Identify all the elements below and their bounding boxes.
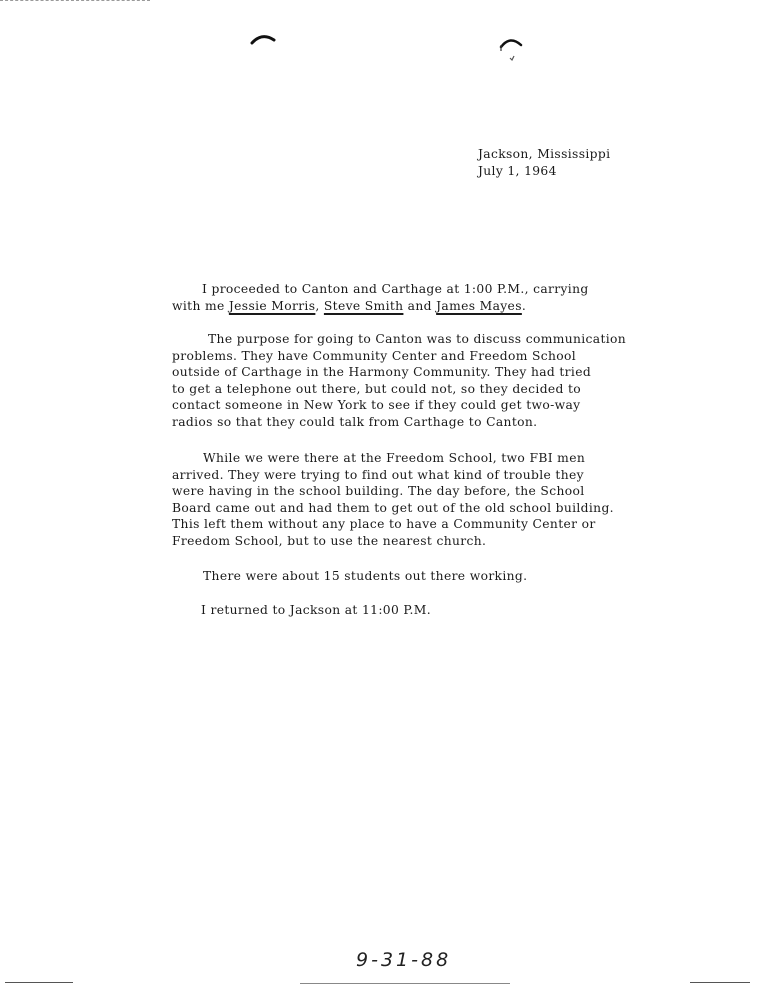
paragraph-2-line-2: problems. They have Community Center and Freedom School xyxy=(172,348,577,363)
name-steve-smith: Steve Smith xyxy=(323,298,404,313)
name-separator: and xyxy=(403,298,437,313)
paragraph-2-line-3: outside of Carthage in the Harmony Community. They had tried xyxy=(172,365,592,380)
paragraph-1 xyxy=(172,281,692,314)
name-james-mayes: James Mayes xyxy=(436,298,522,313)
paragraph-2-line-4: to get a telephone out there, but could not, so they decided to xyxy=(172,381,582,396)
paragraph-5-line-1: I returned to Jackson at 11:00 P.M. xyxy=(201,603,432,617)
paragraph-3-line-3: were having in the school building. The day before, the School xyxy=(172,484,585,499)
paragraph-2 xyxy=(172,331,692,431)
paragraph-3-line-2: arrived. They were trying to find out what kind of trouble they xyxy=(172,467,584,482)
paragraph-3 xyxy=(172,450,692,550)
paragraph-2-line-6: radios so that they could talk from Carthage to Canton. xyxy=(172,414,538,429)
bottom-edge-line-right xyxy=(690,982,750,983)
paragraph-1-line-2 xyxy=(172,298,692,315)
dateline xyxy=(478,146,610,180)
dateline-place: Jackson, Mississippi xyxy=(478,147,611,161)
dateline-date: July 1, 1964 xyxy=(478,164,557,178)
paragraph-3-line-6: Freedom School, but to use the nearest church. xyxy=(172,533,487,548)
paragraph-3-line-1: While we were there at the Freedom School, two FBI men xyxy=(203,451,586,465)
paragraph-3-line-4: Board came out and had them to get out of the old school building. xyxy=(172,500,614,515)
paragraph-1-line-1: I proceeded to Canton and Carthage at 1:00 P.M., carrying xyxy=(202,282,589,296)
bottom-edge-line-left xyxy=(5,982,73,983)
name-separator: , xyxy=(315,298,324,313)
binder-mark-right xyxy=(498,33,524,63)
handwritten-number: 9-31-88 xyxy=(356,949,452,971)
paragraph-4 xyxy=(172,568,692,585)
paragraph-2-line-1: The purpose for going to Canton was to discuss communication xyxy=(208,332,627,346)
paragraph-5 xyxy=(172,602,692,619)
sentence-end: . xyxy=(521,298,527,313)
binder-mark-left xyxy=(250,30,276,46)
top-edge-dashes xyxy=(0,0,150,1)
with-me-text: with me xyxy=(172,298,229,313)
paragraph-2-line-5: contact someone in New York to see if they could get two-way xyxy=(172,398,581,413)
paragraph-3-line-5: This left them without any place to have a Community Center or xyxy=(172,517,596,532)
name-jessie-morris: Jessie Morris xyxy=(228,298,316,313)
paragraph-4-line-1: There were about 15 students out there working. xyxy=(203,569,528,583)
bottom-edge-line-center xyxy=(300,983,510,984)
